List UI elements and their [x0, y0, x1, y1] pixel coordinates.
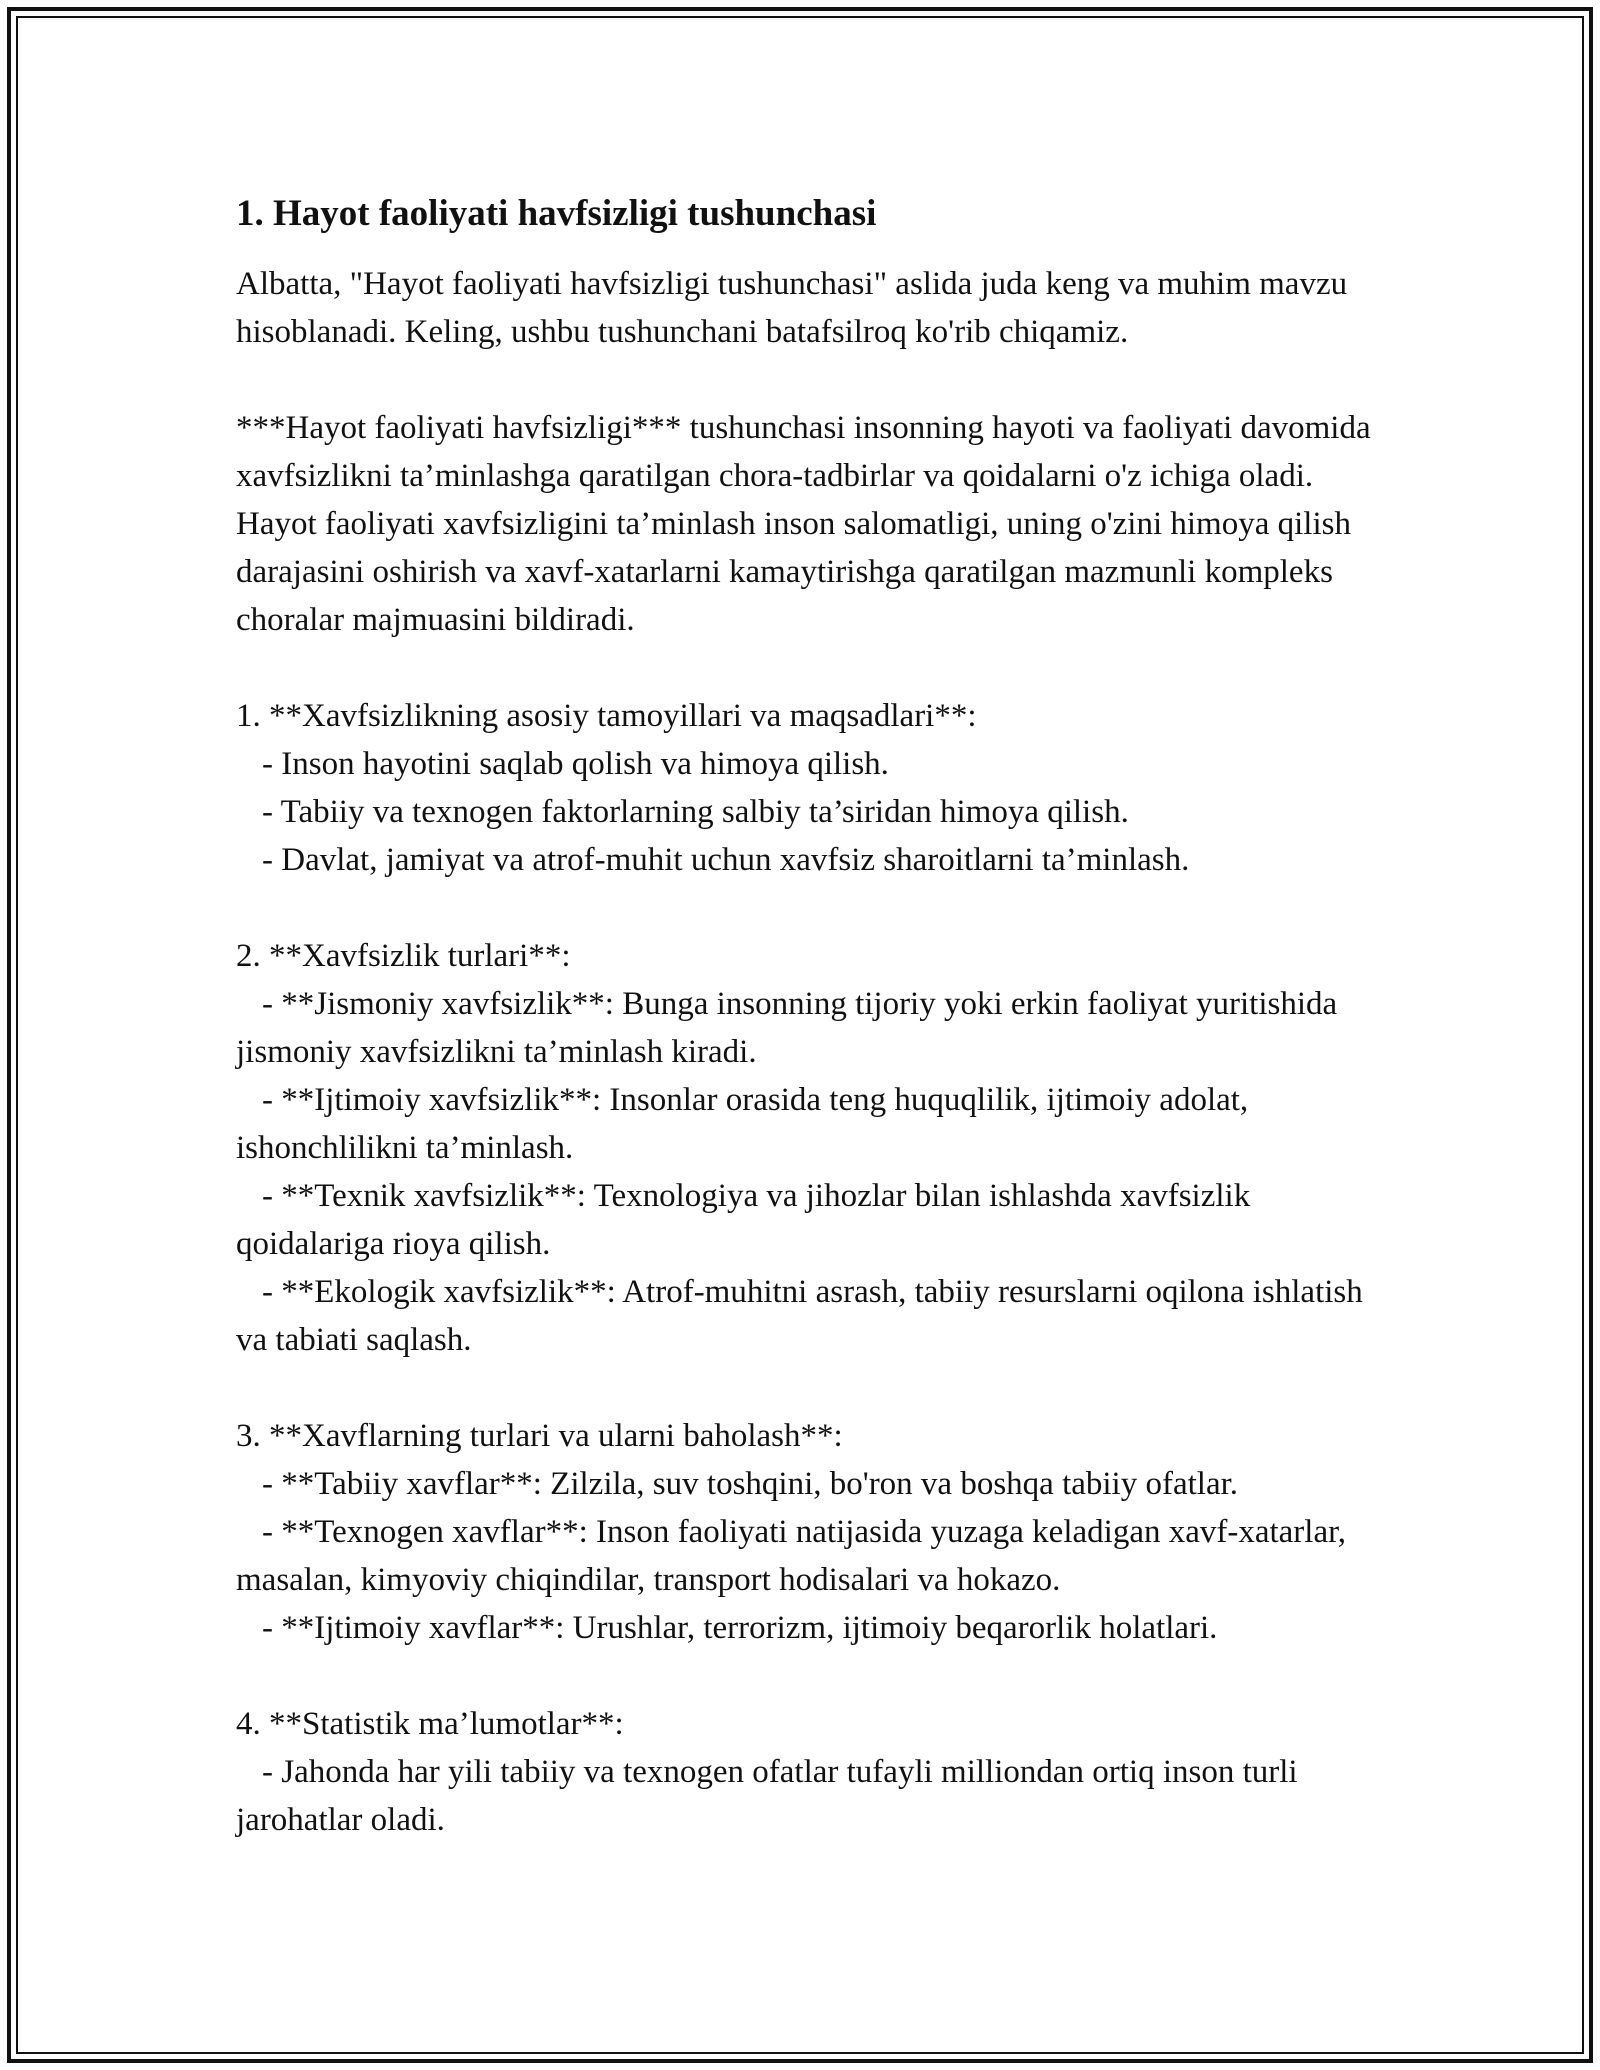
list-item: - **Jismoniy xavfsizlik**: Bunga insonning tijoriy yoki erkin faoliyat yuritishida jismoniy xavfsizlikni ta’minlash kiradi.: [236, 986, 1338, 1070]
section-heading: 1. **Xavfsizlikning asosiy tamoyillari va maqsadlari**:: [236, 698, 977, 734]
list-item: - **Texnik xavfsizlik**: Texnologiya va jihozlar bilan ishlashda xavfsizlik qoidalariga rioya qilish.: [236, 1178, 1251, 1262]
list-item: - Jahonda har yili tabiiy va texnogen ofatlar tufayli milliondan ortiq inson turli jarohatlar oladi.: [236, 1754, 1298, 1838]
spacer: [236, 644, 1386, 692]
section-heading: 2. **Xavfsizlik turlari**:: [236, 938, 571, 974]
spacer: [236, 884, 1386, 932]
list-item: - Inson hayotini saqlab qolish va himoya qilish.: [262, 746, 889, 782]
section-heading: 3. **Xavflarning turlari va ularni baholash**:: [236, 1418, 843, 1454]
list-item: - Davlat, jamiyat va atrof-muhit uchun xavfsiz sharoitlarni ta’minlash.: [262, 842, 1190, 878]
section-principles: [236, 692, 1386, 884]
list-item: - **Texnogen xavflar**: Inson faoliyati natijasida yuzaga keladigan xavf-xatarlar, masalan, kimyoviy chiqindilar, transport hodisalari va hokazo.: [236, 1514, 1347, 1598]
spacer: [236, 1364, 1386, 1412]
page-title: 1. Hayot faoliyati havfsizligi tushunchasi: [236, 193, 877, 234]
section-hazard-types: [236, 1412, 1386, 1652]
section-heading: 4. **Statistik ma’lumotlar**:: [236, 1706, 624, 1742]
section-safety-types: [236, 932, 1386, 1364]
section-statistics: [236, 1700, 1386, 1844]
document-body: [236, 190, 1386, 1844]
spacer: [236, 356, 1386, 404]
list-item: - Tabiiy va texnogen faktorlarning salbiy ta’siridan himoya qilish.: [262, 794, 1129, 830]
definition-paragraph: ***Hayot faoliyati havfsizligi*** tushunchasi insonning hayoti va faoliyati davomida xavfsizlikni ta’minlashga qaratilgan chora-tadbirlar va qoidalarni o'z ichiga oladi. Hayot faoliyati xavfsizligini ta’minlash inson salomatligi, uning o'zini himoya qilish darajasini oshirish va xavf-xatarlarni kamaytirishga qaratilgan mazmunli kompleks choralar majmuasini bildiradi.: [236, 410, 1379, 638]
list-item: - **Ekologik xavfsizlik**: Atrof-muhitni asrash, tabiiy resurslarni oqilona ishlatish va tabiati saqlash.: [236, 1274, 1363, 1358]
intro-paragraph: Albatta, "Hayot faoliyati havfsizligi tushunchasi" aslida juda keng va muhim mavzu hisoblanadi. Keling, ushbu tushunchani batafsilroq ko'rib chiqamiz.: [236, 266, 1356, 350]
list-item: - **Ijtimoiy xavflar**: Urushlar, terrorizm, ijtimoiy beqarorlik holatlari.: [262, 1610, 1218, 1646]
spacer: [236, 1652, 1386, 1700]
list-item: - **Tabiiy xavflar**: Zilzila, suv toshqini, bo'ron va boshqa tabiiy ofatlar.: [262, 1466, 1239, 1502]
list-item: - **Ijtimoiy xavfsizlik**: Insonlar orasida teng huquqlilik, ijtimoiy adolat, ishonchlilikni ta’minlash.: [236, 1082, 1249, 1166]
